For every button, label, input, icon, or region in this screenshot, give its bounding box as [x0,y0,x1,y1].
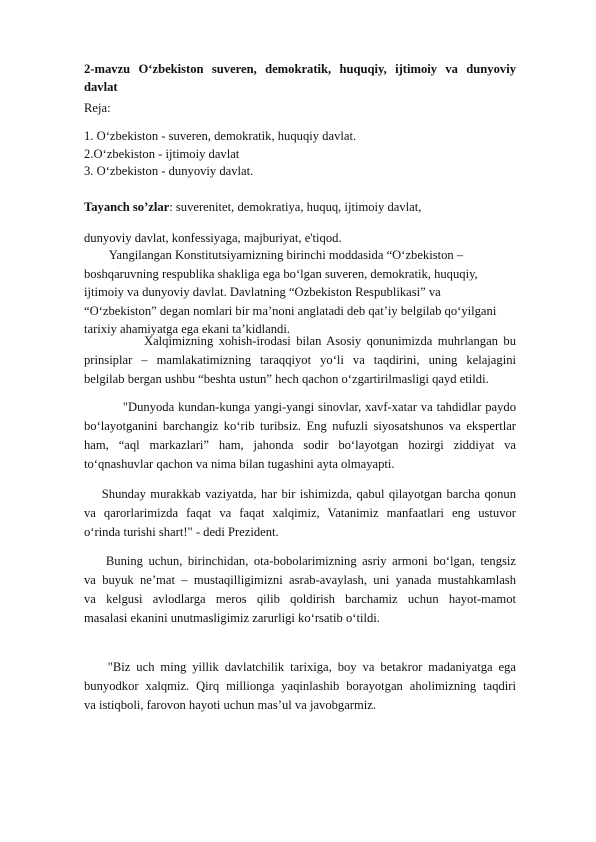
paragraph-line: to‘qnashuvlar qachon va nima bilan tugashini ayta olmayapti. [84,456,395,471]
keywords-section [84,198,516,247]
paragraph-line: bunyodkor xalqmiz. Qirq millionga yaqinlashib borayotgan aholimizning taqdiri [84,678,516,693]
paragraph-line: va buyuk ne’mat – mustaqilligimizni asrab-avaylash, uni yanada mustahkamlash [84,572,516,587]
paragraph-line: va istiqboli, farovon hayoti uchun mas’ul va javobgarmiz. [84,697,377,712]
paragraph-line: “O‘zbekiston” degan nomlari bir ma’noni anglatadi deb qat’iy belgilab qo‘yilgani [84,303,497,318]
document-title: 2-mavzu O‘zbekiston suveren, demokratik, huquqiy, ijtimoiy va dunyoviy davlat [84,62,516,94]
paragraph [84,658,516,715]
paragraph-line: Yangilangan Konstitutsiyamizning birinchi moddasida “O‘zbekiston – [84,248,464,262]
paragraph-line: va qarorlarimizda faqat va faqat xalqimiz, Vatanimiz manfaatlari eng ustuvor [84,505,516,520]
keywords-line: dunyoviy davlat, konfessiyaga, majburiyat, e'tiqod. [84,231,342,245]
paragraph-line: prinsiplar – mamlakatimizning taraqqiyot yo‘li va taqdirini, uning kelajagini [84,353,516,367]
paragraph-line: belgilab bergan ushbu “beshta ustun” hech qachon o‘zgartirilmasligi qayd etildi. [84,372,489,386]
paragraph-line: ijtimoiy va dunyoviy davlat. Davlatning “Ozbekiston Respublikasi” va [84,285,441,300]
paragraph-line: "Dunyoda kundan-kunga yangi-yangi sinovlar, xavf-xatar va tahdidlar paydo [84,400,516,414]
paragraph-line: Xalqimizning xohish-irodasi bilan Asosiy qonunimizda muhrlangan bu [84,334,516,348]
paragraph [84,552,516,628]
paragraph-line: "Biz uch ming yillik davlatchilik tarixiga, boy va betakror madaniyatga ega [84,660,516,674]
plan-item: 1. O‘zbekiston - suveren, demokratik, huquqiy davlat. [84,129,357,143]
paragraph [84,332,516,389]
keywords-text: : suverenitet, demokratiya, huquq, ijtimoiy davlat, [169,200,422,214]
keywords-label: Tayanch so’zlar [84,200,170,214]
paragraph-line: Shunday murakkab vaziyatda, har bir ishimizda, qabul qilayotgan barcha qonun [84,487,516,501]
paragraph-line: o‘rinda turishi shart!" - dedi Prezident. [84,524,279,539]
paragraph [84,398,516,474]
paragraph-line: boshqaruvning respublika shakliga ega bo‘lgan suveren, demokratik, huquqiy, [84,266,478,281]
paragraph-line: tarixiy ahamiyatga ega ekani ta’kidlandi. [84,322,290,337]
paragraph-line: bo‘layotganini barchangiz ko‘rib turibsiz. Eng nufuzli siyosatshunos va ekspertlar [84,418,516,433]
plan-item: 2.O‘zbekiston - ijtimoiy davlat [84,146,240,161]
paragraph-line: masalasi ekanini unutmasligimiz zarurligi ko‘rsatib o‘tildi. [84,610,380,625]
paragraph [84,246,516,339]
paragraph-line: ham, “aql markazlari” ham, jahonda sodir bo‘layotgan hozirgi ziddiyat va [84,437,516,452]
keywords-line [84,198,516,216]
plan-list [84,128,516,181]
plan-item: 3. O‘zbekiston - dunyoviy davlat. [84,164,254,178]
paragraph [84,485,516,542]
paragraph-line: Buning uchun, birinchidan, ota-bobolarimizning asriy armoni bo‘lgan, tengsiz [84,554,516,568]
plan-heading: Reja: [84,101,111,115]
paragraph-line: va kelgusi avlodlarga meros qilib qoldirish barchamiz uchun hayot-mamot [84,591,516,606]
